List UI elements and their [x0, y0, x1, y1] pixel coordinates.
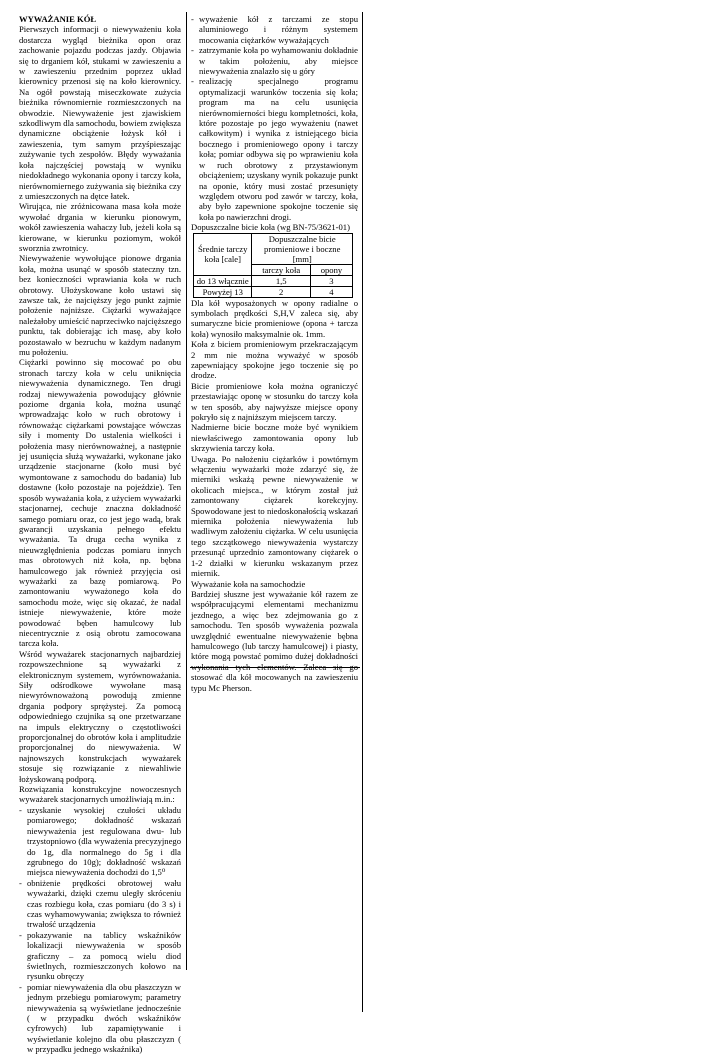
paragraph: Nadmierne bicie boczne może być wynikiem niewłaściwego zamontowania opony lub skrzywienia tarczy koła.	[191, 422, 358, 454]
table-cell: do 13 włącznie	[194, 275, 252, 286]
table-cell: 2	[252, 286, 310, 297]
column-divider	[186, 12, 187, 970]
table-subheader-cell: opony	[310, 264, 352, 275]
list-item: - pokazywanie na tablicy wskaźników lokalizacji niewyważenia w sposób graficzny – za pomocą wielu diod świetlnych, rozmieszczonych kołowo na rysunku obręczy	[19, 930, 181, 982]
runout-table	[193, 233, 353, 298]
table-row	[194, 275, 353, 286]
paragraph: Wśród wyważarek stacjonarnych najbardziej rozpowszechnione są wyważarki z elektronicznym systemem, wyrównoważania. Siły odśrodkowe wywołane masą niewyrównoważoną powodują zmienne drgania podpory sprężystej. Za pomocą odpowiedniego czujnika są one przetwarzane na impuls elektryczny o częstotliwości proporcjonalnej do obrotów koła i amplitudzie proporcjonalnej do niewyważenia. W najnowszych konstrukcjach wyważarek stosuje się rozwiązanie z niewahliwie łożyskowaną podporą.	[19, 648, 181, 784]
paragraph: Dla kół wyposażonych w opony radialne o symbolach prędkości S,H,V zaleca się, aby sumaryczne bicie promieniowe (opona + tarcza koła) wynosiło maksymalnie ok. 1mm.	[191, 297, 358, 339]
list-item: - obniżenie prędkości obrotowej wału wyważarki, dzięki czemu uległy skróceniu czas rozbiegu koła, czas pomiaru (do 3 s) i czas wyhamowywania; zwiększa to również trwałość urządzenia	[19, 878, 181, 930]
table-cell: 3	[310, 275, 352, 286]
table-cell: 1,5	[252, 275, 310, 286]
table-caption: Dopuszczalne bicie koła (wg BN-75/3621-01)	[191, 222, 350, 233]
paragraph: Bicie promieniowe koła można ograniczyć przestawiając oponę w stosunku do tarczy koła w ten sposób, aby najwyższe miejsce opony pokryło się z najniższym miejscem tarczy.	[191, 380, 358, 422]
paragraph: Wirująca, nie zróżnicowana masa koła może wywołać drgania w kierunku pionowym, wokół zawieszenia wahaczy lub, jeżeli koła są kierowane, w kierunku poziomym, wokół sworznia zwrotnicy.	[19, 201, 181, 253]
list-item: - pomiar niewyważenia dla obu płaszczyzn w jednym przebiegu pomiarowym; parametry niewyważenia są wyświetlane jednocześnie ( w przypadku dwóch wskaźników cyfrowych) lub zapamiętywanie i wyświetlanie kolejno dla obu płaszczyzn ( w przypadku jednego wskaźnika)	[19, 982, 181, 1055]
features-list-continued	[191, 14, 358, 222]
table-header-cell: Dopuszczalne bicie promieniowe i boczne [mm]	[252, 233, 353, 264]
document-heading: WYWAŻANIE KÓŁ	[19, 14, 97, 24]
list-item: - zatrzymanie koła po wyhamowaniu dokładnie w takim położeniu, aby miejsce niewyważenia znalazło się u góry	[191, 45, 358, 76]
paragraph: Uwaga. Po nałożeniu ciężarków i powtórnym włączeniu wyważarki może zdarzyć się, że mierniki wskażą pewne niewyważenie w okolicach miejsca., w którym został już zamontowany ciężarek korekcyjny. Spowodowane jest to niedoskonałością wskazań miernika położenia niewyważenia lub wadliwym założeniu ciężarka. W celu usunięcia tego szczątkowego niewyważenia wystarczy przesunąć uprzednio zamontowany ciężarek o 1-2 działki w kierunku wskazanym przez miernik.	[191, 453, 358, 579]
paragraph: Bardziej słuszne jest wyważanie kół razem ze współpracującymi elementami mechanizmu jezdnego, a więc bez zdejmowania go z samochodu. Ten sposób wyważenia pozwala uwzględnić ewentualne niewyważenie bębna hamulcowego (lub tarczy hamulcowej) i piasty, które mogą powstać pomimo dużej dokładności wykonania tych elementów. Zaleca się go stosować dla kół mocowanych na zawieszeniu typu Mc Pherson.	[191, 588, 358, 693]
subheading: Wyważanie koła na samochodzie	[191, 578, 306, 589]
paragraph: Koła z biciem promieniowym przekraczającym 2 mm nie można wyważyć w sposób zapewniający spokojne jego toczenie się po drodze.	[191, 339, 358, 381]
table-row	[194, 286, 353, 297]
features-list	[19, 805, 181, 1055]
list-item: - wyważenie kół z tarczami ze stopu aluminiowego i różnym systemem mocowania ciężarków wyważających	[191, 14, 358, 45]
paragraph: Pierwszych informacji o niewyważeniu koła dostarcza wygląd bieżnika opon oraz zachowanie pojazdu podczas jazdy. Objawia się to drganiem kół, stukami w zawieszeniu a w zawieszeniu przednim poprzez układ kierownicy przenosi się na koło kierownicy. Na ogół powstają miseczkowate zużycia bieżnika równomiernie rozmieszczonych na obwodzie. Niewyważenie jest zjawiskiem szkodliwym dla samochodu, bowiem zwiększa dynamiczne obciążenie łożysk kół i zawieszenia, tym samym przyśpieszając zużywanie tych zespołów. Błędy wyważania koła najczęściej powstają w wyniku niedokładnego wykonania opony i tarczy koła, nierównomiernego zużywania się bieżnika czy z umieszczonych na dętce łatek.	[19, 24, 181, 201]
table-cell: 4	[310, 286, 352, 297]
paragraph: Rozwiązania konstrukcyjne nowoczesnych wyważarek stacjonarnych umożliwiają m.in.:	[19, 784, 181, 805]
paragraph: Ciężarki powinno się mocować po obu stronach tarczy koła w celu uniknięcia niewyważenia dynamicznego. Ten drugi rodzaj niewyważenia powodujący głównie poziome drgania koła, można usunąć wprowadzając koło w ruch obrotowy i równoważąc ciężarkami powstające wówczas siły i momenty Do ustalenia wielkości i położenia masy nierównoważnej, a następnie jej usunięcia służą wyważarki, wykonane jako urządzenie stacjonarne (koło musi być wymontowane z samochodu do badania) lub dostawne (koło pozostaje na pojeździe). Ten sposób wyważania koła, z użyciem wyważarki stacjonarnej, cechuje znaczna dokładność samego pomiaru oraz, co jest jego wadą, brak gwarancji uzyskania pełnego efektu wyważania. Ta druga cecha wynika z nieuwzględnienia podczas pomiaru innych mas obrotowych niż koła, np. bębna hamulcowego jak również przyjęcia osi wyważarki za bazę pomiarową. Po zamontowaniu wyważonego koła do samochodu może, więc się okazać, że nadal istnieje niewyważenie, które może powodować bęben hamulcowy lub niecentrycznie z osią obrotu zamocowana tarcza koła.	[19, 357, 181, 649]
paragraph: Niewyważenie wywołujące pionowe drgania koła, można usunąć w sposób stateczny tzn. bez konieczności wprawiania koła w ruch obrotowy. Ułożyskowane koło ustawi się zawsze tak, że najcięższy jego punkt zajmie położenie najniższe. Ciężarki wyważające należałoby umieścić naprzeciwko najcięższego punktu, tak dobierając ich masę, aby koło pozostawało w bezruchu w każdym nadanym mu położeniu.	[19, 253, 182, 357]
list-item: - realizację specjalnego programu optymalizacji warunków toczenia się koła; program ma na celu usunięcia nierównomierności biegu kompletności, koła, które pozostaje po jego wyważeniu (nawet całkowitym) i wynika z istniejącego bicia bocznego i promieniowego opony i tarczy koła; pomiar odbywa się po wprawieniu koła w ruch obrotowy z przystawionym obciążeniem; uzyskany wynik pokazuje punkt na oponie, który musi zostać przesunięty względem otworu pod zawór w tarczy, koła, aby było zapewnione spokojne toczenie się koła po nawierzchni drogi.	[191, 76, 358, 222]
right-border-line	[362, 12, 363, 1012]
right-column	[191, 14, 358, 693]
table-subheader-cell: tarczy koła	[252, 264, 310, 275]
left-column	[19, 14, 181, 1055]
table-header-cell: Średnie tarczy koła [cale]	[194, 233, 252, 275]
table-header-row	[194, 233, 353, 264]
list-item: - uzyskanie wysokiej czułości układu pomiarowego; dokładność wskazań niewyważenia jest regulowana dwu- lub trzystopniowo (dla wyważenia precyzyjnego do 1g, dla normalnego do 5g i dla zgrubnego do 10g); dokładność wskazań miejsca niewyważenia dochodzi do 1,5⁰	[19, 805, 181, 878]
table-cell: Powyżej 13	[194, 286, 252, 297]
